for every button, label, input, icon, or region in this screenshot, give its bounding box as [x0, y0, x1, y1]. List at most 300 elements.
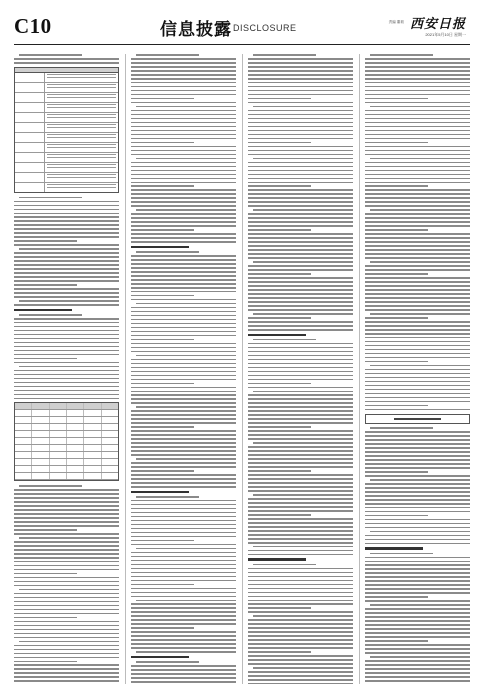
text-line — [248, 438, 353, 440]
text-line — [365, 409, 470, 411]
text-line — [131, 78, 236, 80]
text-line — [131, 197, 236, 199]
text-line — [365, 608, 470, 610]
text-line — [14, 664, 119, 666]
text-line — [131, 611, 236, 613]
text-line — [248, 205, 353, 207]
text-line — [131, 205, 236, 207]
text-line — [136, 496, 199, 498]
text-line — [253, 106, 353, 108]
text-line — [131, 556, 236, 558]
text-line — [365, 640, 428, 642]
text-line — [365, 475, 470, 477]
text-line — [14, 288, 119, 290]
text-line — [248, 62, 353, 64]
text-line — [248, 596, 353, 598]
text-line — [131, 315, 236, 317]
text-line — [365, 515, 428, 517]
text-line — [365, 225, 470, 227]
text-line — [131, 528, 236, 530]
text-line — [365, 265, 470, 267]
text-line — [248, 498, 353, 500]
text-line — [14, 597, 119, 599]
text-line — [14, 629, 119, 631]
text-line — [365, 467, 470, 469]
text-line — [248, 450, 353, 452]
text-line — [248, 572, 353, 574]
text-line — [14, 601, 119, 603]
text-line — [370, 531, 470, 533]
text-line — [248, 367, 353, 369]
text-line — [365, 644, 470, 646]
text-line — [131, 299, 236, 301]
text-line — [248, 90, 353, 92]
text-line — [248, 600, 353, 602]
text-line — [14, 549, 119, 551]
text-line — [19, 248, 119, 250]
text-line — [248, 273, 311, 275]
text-line — [131, 673, 236, 675]
text-line — [248, 185, 311, 187]
text-line — [253, 209, 353, 211]
text-line — [253, 158, 353, 160]
issue-date: 2021年5月10日 星期一 — [425, 32, 466, 37]
text-line — [253, 313, 353, 315]
text-line — [365, 561, 470, 563]
text-line — [14, 517, 119, 519]
text-line — [248, 174, 353, 176]
text-line — [248, 522, 353, 524]
text-line — [365, 297, 470, 299]
text-line — [248, 269, 353, 271]
text-line — [14, 374, 119, 376]
text-line — [365, 166, 470, 168]
text-line — [136, 661, 199, 663]
text-line — [365, 329, 470, 331]
text-line — [248, 193, 353, 195]
text-line — [131, 643, 236, 645]
text-column-1 — [14, 54, 119, 684]
text-line — [248, 325, 353, 327]
text-line — [365, 660, 470, 662]
text-line — [14, 216, 119, 218]
text-line — [365, 596, 428, 598]
table-row — [15, 459, 118, 466]
text-line — [365, 471, 428, 473]
text-line — [14, 292, 119, 294]
text-line — [131, 347, 236, 349]
text-line — [365, 527, 470, 529]
text-line — [131, 438, 236, 440]
section-heading — [131, 656, 189, 658]
text-line — [248, 74, 353, 76]
table-row — [15, 173, 118, 183]
text-line — [248, 635, 353, 637]
text-line — [131, 255, 236, 257]
text-line — [370, 106, 470, 108]
text-line — [131, 259, 236, 261]
section-heading — [131, 246, 189, 248]
text-line — [131, 229, 194, 231]
text-line — [131, 615, 236, 617]
text-line — [248, 321, 353, 323]
text-line — [248, 138, 353, 140]
text-line — [248, 166, 353, 168]
boxed-heading — [365, 414, 470, 424]
text-line — [131, 162, 236, 164]
text-line — [131, 319, 236, 321]
text-line — [131, 323, 236, 325]
text-line — [14, 653, 119, 655]
text-line — [131, 335, 236, 337]
text-line — [131, 564, 236, 566]
text-line — [131, 185, 194, 187]
text-line — [365, 349, 470, 351]
text-line — [248, 446, 353, 448]
text-line — [248, 249, 353, 251]
text-line — [14, 637, 119, 639]
text-line — [14, 296, 119, 298]
text-line — [131, 146, 236, 148]
text-line — [131, 603, 236, 605]
text-line — [365, 648, 470, 650]
table-row — [15, 143, 118, 153]
text-line — [253, 261, 353, 263]
text-line — [14, 362, 119, 364]
text-line — [131, 102, 236, 104]
text-line — [131, 500, 236, 502]
text-line — [365, 676, 470, 678]
text-line — [14, 350, 119, 352]
text-line — [248, 510, 353, 512]
text-line — [248, 607, 311, 609]
section-heading — [248, 558, 306, 560]
text-line — [14, 268, 119, 270]
text-line — [248, 66, 353, 68]
text-line — [19, 366, 119, 368]
text-line — [365, 680, 470, 682]
text-line — [248, 257, 353, 259]
text-line — [14, 322, 119, 324]
text-line — [131, 681, 236, 683]
text-line — [365, 110, 470, 112]
text-line — [365, 580, 470, 582]
table-row — [15, 163, 118, 173]
text-line — [370, 553, 433, 555]
text-line — [131, 166, 236, 168]
section-heading — [365, 547, 423, 549]
text-line — [365, 576, 470, 578]
text-line — [248, 233, 353, 235]
text-line — [248, 301, 353, 303]
text-line — [14, 609, 119, 611]
text-line — [14, 284, 77, 286]
text-line — [248, 122, 353, 124]
text-line — [365, 636, 470, 638]
text-line — [248, 78, 353, 80]
text-line — [365, 389, 470, 391]
text-line — [14, 621, 119, 623]
text-line — [14, 645, 119, 647]
text-line — [248, 182, 353, 184]
text-line — [248, 309, 353, 311]
text-line — [248, 426, 311, 428]
text-line — [365, 201, 470, 203]
text-line — [370, 427, 433, 429]
text-line — [131, 446, 236, 448]
text-line — [131, 470, 194, 472]
text-line — [248, 189, 353, 191]
text-line — [365, 557, 470, 559]
text-line — [365, 584, 470, 586]
text-line — [14, 213, 119, 215]
text-line — [365, 118, 470, 120]
text-line — [365, 361, 428, 363]
text-line — [365, 564, 470, 566]
text-line — [136, 209, 236, 211]
text-line — [365, 539, 470, 541]
text-line — [365, 503, 470, 505]
text-line — [365, 90, 470, 92]
text-line — [365, 447, 470, 449]
text-line — [253, 391, 353, 393]
text-line — [131, 237, 236, 239]
text-line — [365, 321, 470, 323]
table-row — [15, 445, 118, 452]
text-column-3 — [248, 54, 353, 684]
text-line — [365, 253, 470, 255]
text-line — [248, 150, 353, 152]
text-line — [248, 363, 353, 365]
text-line — [248, 277, 353, 279]
text-line — [365, 652, 470, 654]
text-line — [131, 536, 236, 538]
text-line — [131, 193, 236, 195]
text-line — [248, 627, 353, 629]
column-divider — [242, 54, 243, 684]
text-line — [365, 385, 470, 387]
text-line — [365, 401, 470, 403]
text-line — [248, 387, 353, 389]
table-row — [15, 424, 118, 431]
text-line — [131, 520, 236, 522]
text-line — [131, 213, 236, 215]
text-line — [370, 656, 470, 658]
text-line — [14, 593, 119, 595]
text-line — [14, 201, 119, 203]
text-line — [248, 343, 353, 345]
text-line — [14, 545, 119, 547]
text-line — [248, 580, 353, 582]
text-line — [370, 158, 470, 160]
text-line — [131, 371, 236, 373]
text-line — [136, 303, 236, 305]
text-line — [248, 82, 353, 84]
text-line — [365, 146, 470, 148]
text-line — [365, 535, 470, 537]
text-line — [248, 130, 353, 132]
text-line — [248, 289, 353, 291]
text-line — [253, 546, 353, 548]
text-line — [14, 605, 119, 607]
text-line — [14, 505, 119, 507]
text-line — [131, 394, 236, 396]
text-line — [248, 398, 353, 400]
text-line — [131, 62, 236, 64]
text-line — [365, 337, 470, 339]
text-line — [131, 327, 236, 329]
text-line — [370, 365, 470, 367]
table-row — [15, 123, 118, 133]
text-line — [131, 387, 236, 389]
text-line — [131, 478, 236, 480]
text-line — [365, 664, 470, 666]
text-line — [14, 569, 119, 571]
text-line — [136, 355, 236, 357]
text-line — [14, 224, 119, 226]
text-line — [248, 462, 353, 464]
text-line — [248, 114, 353, 116]
text-line — [365, 333, 470, 335]
text-line — [14, 509, 119, 511]
text-line — [131, 398, 236, 400]
text-line — [365, 463, 470, 465]
text-line — [131, 552, 236, 554]
text-line — [248, 631, 353, 633]
text-line — [365, 431, 470, 433]
section-heading — [131, 491, 189, 493]
text-line — [131, 201, 236, 203]
text-line — [136, 406, 236, 408]
text-line — [365, 197, 470, 199]
text-line — [131, 402, 236, 404]
text-line — [248, 229, 311, 231]
text-line — [14, 304, 119, 306]
text-line — [365, 572, 470, 574]
text-line — [370, 261, 470, 263]
text-line — [14, 676, 119, 678]
text-line — [365, 293, 470, 295]
text-line — [248, 530, 353, 532]
text-line — [365, 221, 470, 223]
text-line — [365, 451, 470, 453]
text-line — [248, 359, 353, 361]
text-line — [248, 178, 353, 180]
text-line — [365, 668, 470, 670]
text-line — [365, 237, 470, 239]
text-line — [365, 150, 470, 152]
table-row — [15, 473, 118, 480]
text-line — [131, 627, 194, 629]
text-line — [365, 353, 470, 355]
text-line — [131, 588, 236, 590]
text-line — [248, 170, 353, 172]
text-line — [370, 313, 470, 315]
text-line — [14, 378, 119, 380]
text-line — [365, 114, 470, 116]
text-line — [248, 542, 353, 544]
text-line — [248, 482, 353, 484]
text-line — [248, 584, 353, 586]
text-line — [14, 342, 119, 344]
text-line — [131, 126, 236, 128]
text-line — [131, 74, 236, 76]
text-line — [248, 351, 353, 353]
text-line — [248, 98, 311, 100]
text-line — [365, 94, 470, 96]
text-line — [136, 158, 236, 160]
page-number: C10 — [14, 14, 52, 38]
text-line — [131, 351, 236, 353]
text-line — [365, 624, 470, 626]
text-line — [136, 54, 199, 56]
text-line — [14, 330, 119, 332]
text-line — [248, 213, 353, 215]
text-line — [19, 589, 119, 591]
text-line — [248, 603, 353, 605]
text-line — [131, 639, 236, 641]
text-line — [131, 275, 236, 277]
text-line — [14, 573, 77, 575]
text-line — [131, 418, 236, 420]
text-line — [14, 533, 119, 535]
text-line — [248, 293, 353, 295]
text-line — [14, 557, 119, 559]
text-line — [14, 394, 119, 396]
text-line — [131, 343, 236, 345]
text-line — [131, 90, 236, 92]
text-line — [253, 667, 353, 669]
data-table — [14, 402, 119, 481]
text-line — [365, 495, 470, 497]
text-line — [248, 514, 311, 516]
text-line — [248, 675, 353, 677]
text-line — [248, 647, 353, 649]
text-line — [131, 279, 236, 281]
text-line — [131, 466, 236, 468]
text-line — [131, 363, 236, 365]
text-line — [248, 225, 353, 227]
text-line — [365, 373, 470, 375]
text-line — [365, 277, 470, 279]
text-line — [19, 641, 119, 643]
text-line — [14, 358, 77, 360]
text-line — [14, 386, 119, 388]
text-line — [248, 394, 353, 396]
text-line — [14, 232, 119, 234]
text-line — [365, 193, 470, 195]
text-line — [365, 600, 470, 602]
text-line — [253, 54, 316, 56]
text-line — [14, 672, 119, 674]
text-line — [248, 201, 353, 203]
text-line — [248, 237, 353, 239]
newspaper-logo: 西安日报 — [409, 17, 466, 32]
text-line — [131, 295, 194, 297]
text-line — [365, 138, 470, 140]
text-line — [19, 485, 82, 487]
text-line — [365, 397, 470, 399]
text-line — [248, 406, 353, 408]
text-line — [248, 490, 353, 492]
text-line — [365, 130, 470, 132]
text-line — [131, 110, 236, 112]
text-line — [14, 272, 119, 274]
table-row — [15, 153, 118, 163]
text-line — [365, 273, 428, 275]
text-line — [14, 581, 119, 583]
table-row — [15, 133, 118, 143]
